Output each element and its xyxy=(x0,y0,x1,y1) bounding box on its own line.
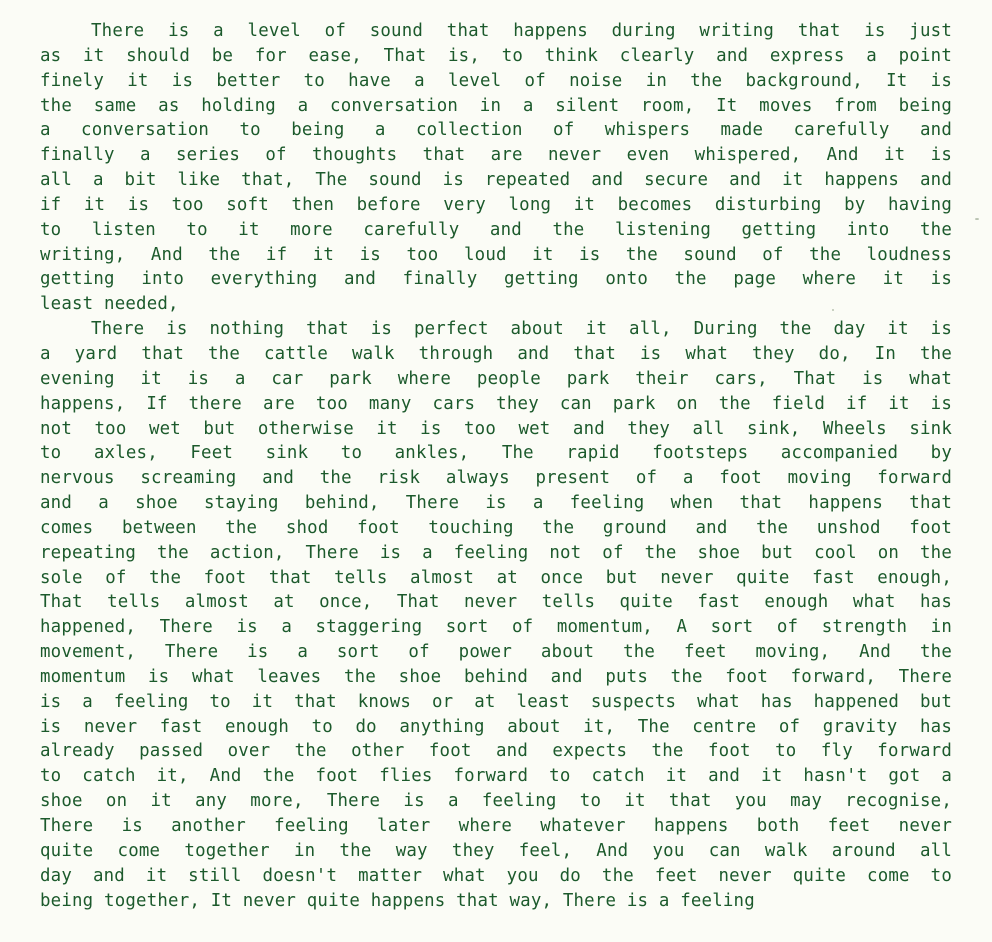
text-line: sole of the foot that tells almost at once but never quite fast enough, xyxy=(40,567,952,588)
text-line: already passed over the other foot and expects the foot to fly forward xyxy=(40,741,952,762)
text-line: finally a series of thoughts that are never even whispered, And it is xyxy=(40,145,952,166)
text-line: That tells almost at once, That never tells quite fast enough what has xyxy=(40,592,952,613)
text-line: comes between the shod foot touching the ground and the unshod foot xyxy=(40,517,952,538)
text-line: and a shoe staying behind, There is a feeling when that happens that xyxy=(40,493,952,514)
body-text xyxy=(40,19,952,913)
text-line: getting into everything and finally getting onto the page where it is xyxy=(40,269,952,290)
text-line: all a bit like that, The sound is repeated and secure and it happens and xyxy=(40,170,952,191)
text-line: if it is too soft then before very long it becomes disturbing by having xyxy=(40,194,952,215)
paper-speck xyxy=(975,218,979,220)
text-line: being together, It never quite happens that way, There is a feeling xyxy=(40,890,755,911)
text-line: day and it still doesn't matter what you do the feet never quite come to xyxy=(40,865,952,886)
text-line: nervous screaming and the risk always present of a foot moving forward xyxy=(40,468,952,489)
text-line: quite come together in the way they feel, And you can walk around all xyxy=(40,840,952,861)
text-line: happens, If there are too many cars they can park on the field if it is xyxy=(40,393,952,414)
text-line: repeating the action, There is a feeling not of the shoe but cool on the xyxy=(40,542,952,563)
text-line: There is another feeling later where whatever happens both feet never xyxy=(40,816,952,836)
text-line: least needed, xyxy=(40,294,179,315)
text-line: writing, And the if it is too loud it is the sound of the loudness xyxy=(40,244,952,265)
text-line: not too wet but otherwise it is too wet and they all sink, Wheels sink xyxy=(40,418,952,439)
text-line: a yard that the cattle walk through and that is what they do, In the xyxy=(40,343,952,364)
text-line: is a feeling to it that knows or at least suspects what has happened but xyxy=(40,691,952,712)
text-line: movement, There is a sort of power about the feet moving, And the xyxy=(40,642,952,663)
text-line: evening it is a car park where people park their cars, That is what xyxy=(40,368,952,389)
text-line: shoe on it any more, There is a feeling to it that you may recognise, xyxy=(40,791,952,812)
text-line: to listen to it more carefully and the listening getting into the xyxy=(40,219,952,240)
text-line: to catch it, And the foot flies forward to catch it and it hasn't got a xyxy=(40,766,952,787)
paragraph xyxy=(40,19,952,317)
text-line: to axles, Feet sink to ankles, The rapid footsteps accompanied by xyxy=(40,443,952,464)
text-line: the same as holding a conversation in a silent room, It moves from being xyxy=(40,95,952,116)
paragraph xyxy=(40,317,952,913)
text-line: There is nothing that is perfect about it all, During the day it is xyxy=(91,319,952,340)
text-line: finely it is better to have a level of noise in the background, It is xyxy=(40,70,952,91)
text-line: as it should be for ease, That is, to think clearly and express a point xyxy=(40,45,952,66)
text-line: momentum is what leaves the shoe behind and puts the foot forward, There xyxy=(40,666,952,687)
text-line: a conversation to being a collection of whispers made carefully and xyxy=(40,120,952,141)
text-line: is never fast enough to do anything about it, The centre of gravity has xyxy=(40,716,952,737)
paper-speck xyxy=(832,309,834,311)
text-line: There is a level of sound that happens during writing that is just xyxy=(91,21,952,41)
text-line: happened, There is a staggering sort of momentum, A sort of strength in xyxy=(40,617,952,638)
